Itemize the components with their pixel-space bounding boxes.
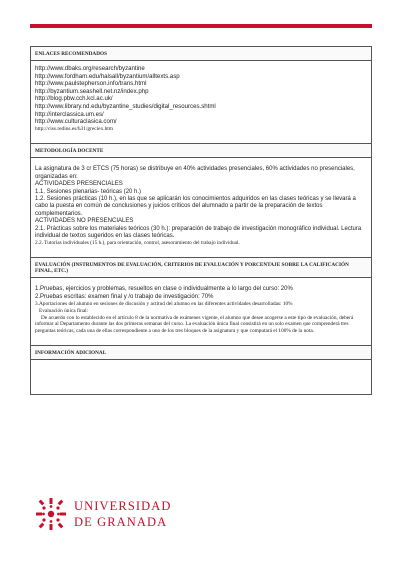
link-item[interactable]: http://www.library.nd.edu/byzantine_studies/digital_resources.shtml — [35, 102, 216, 110]
link-item[interactable]: http://ciss.redins.es/h31/greciex.htm — [35, 125, 114, 132]
evaluation-body — [31, 278, 371, 346]
evaluation-paragraph: De acuerdo con lo establecido en el artículo 8 de la normativa de exámenes vigente, el alumno que desee acogerse a este tipo de evaluación, deberá informar al Departamento durante las dos primeras semanas del curso. La evaluación única final consistirá en un solo examen que comprenderá tres preguntas teóricas, cada una de ellas correspondiente a uno de los tres bloques de la asignatura y que computará el 100% de la nota. — [35, 314, 354, 335]
evaluation-paragraph: 3.Aportaciones del alumno en sesiones de discusión y actitud del alumno en las diferentes actividades desarrolladas: 10% — [35, 301, 293, 308]
link-item[interactable]: http://www.culturaclasica.com/ — [35, 118, 117, 126]
links-list — [31, 61, 371, 144]
logo-text-line1: UNIVERSIDAD — [74, 499, 172, 513]
method-body — [31, 158, 371, 258]
pomegranate-seal-icon — [34, 496, 68, 532]
method-paragraph: 2.1. Prácticas sobre los materiales teóricos (30 h.): preparación de trabajo de investigación monográfico individual. Lectura individual de textos sugeridos en las clases teóricas. — [35, 225, 362, 239]
evaluation-paragraph: 1.Pruebas, ejercicios y problemas, resueltos en clase o individualmente a lo largo del curso: 20% — [35, 286, 293, 293]
method-paragraph: La asignatura de 3 cr ETCS (75 horas) se distribuye en 40% actividades presenciales, 60% actividades no presenciales, organizadas en: — [35, 166, 355, 180]
method-paragraph: 2.2. Tutorías individuales (15 h.), para orientación, control, asesoramiento del trabajo individual. — [35, 240, 240, 247]
header-rule — [30, 24, 372, 28]
evaluation-paragraph: Evaluación única final: — [39, 307, 89, 314]
method-paragraph: 1.1. Sesiones plenarias- teóricas (20 h.) — [35, 188, 142, 195]
link-item[interactable]: http://interclassica.um.es/ — [35, 110, 104, 118]
method-paragraph: ACTIVIDADES PRESENCIALES — [35, 181, 123, 188]
link-item[interactable]: http://byzantium.seashell.net.nz/index.php — [35, 87, 149, 95]
link-item[interactable]: http://blog.pbw.cch.kcl.ac.uk/ — [35, 95, 113, 103]
evaluation-heading: EVALUACIÓN (INSTRUMENTOS DE EVALUACIÓN, CRITERIOS DE EVALUACIÓN Y PORCENTAJE SOBRE LA CALIFICACIÓN FINAL, ETC.) — [31, 258, 371, 278]
method-paragraph: ACTIVIDADES NO PRESENCIALES — [35, 218, 134, 225]
link-item[interactable]: http://www.dbaks.org/research/byzantine — [35, 65, 145, 72]
evaluation-paragraph: 2.Pruebas escritas: examen final y /o trabajo de investigación: 70% — [35, 293, 214, 300]
method-paragraph: 1.2. Sesiones prácticas (10 h.), en las que se aplicarán los conocimientos adquiridos en las clases teóricas y se llevará a cabo la puesta en común de conclusiones y juicios críticos del alumnado a partir de la preparación de textos complementarios. — [35, 195, 356, 217]
document-table — [30, 46, 372, 395]
link-item[interactable]: http://www.paulstepherson.info/trans.html — [35, 80, 147, 88]
extra-heading: INFORMACIÓN ADICIONAL — [31, 346, 371, 360]
method-heading: METODOLOGÍA DOCENTE — [31, 144, 371, 158]
university-logo — [34, 496, 234, 536]
extra-body — [31, 360, 371, 394]
links-heading: ENLACES RECOMENDADOS — [31, 47, 371, 61]
link-item[interactable]: http://www.fordham.edu/halsall/byzantium/alltexts.asp — [35, 72, 180, 80]
logo-text-line2: DE GRANADA — [74, 515, 168, 529]
